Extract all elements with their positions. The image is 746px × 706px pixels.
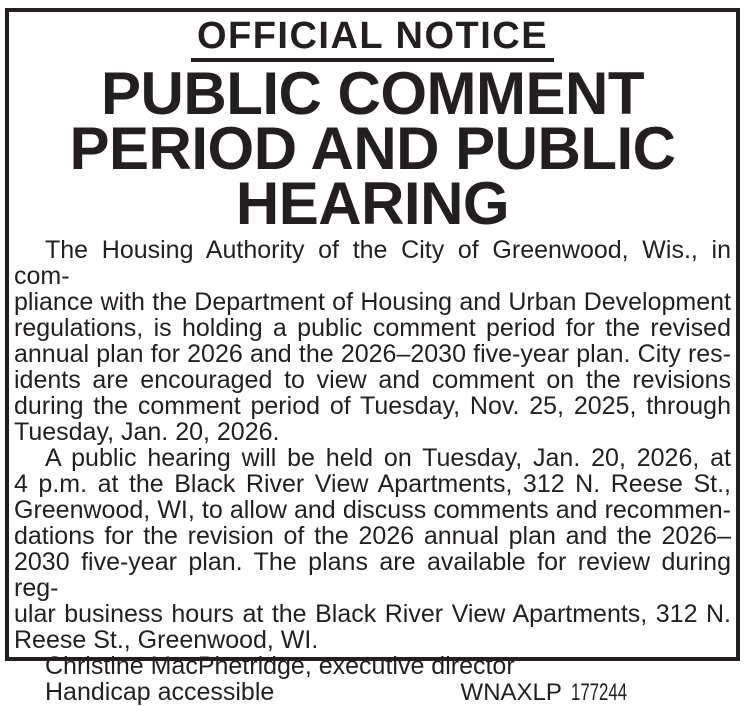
body-line: during the comment period of Tuesday, Nov. 25, 2025, through	[14, 392, 731, 420]
wnaxlp-group	[461, 680, 651, 706]
footer-row	[14, 679, 731, 706]
body-line: dations for the revision of the 2026 annual plan and the 2026–	[14, 522, 731, 550]
notice-number: 177244	[570, 679, 627, 706]
official-notice-heading: OFFICIAL NOTICE	[191, 16, 554, 62]
body-line: idents are encouraged to view and comment on the revisions	[14, 366, 731, 394]
paragraph	[14, 445, 731, 653]
body-line: pliance with the Department of Housing and Urban Development	[14, 288, 731, 316]
wnaxlp-tag: WNAXLP	[460, 679, 562, 706]
title-line: HEARING	[235, 170, 510, 237]
title-line: PERIOD AND PUBLIC	[69, 115, 676, 182]
body-line: regulations, is holding a public comment period for the revised	[14, 314, 731, 342]
body-line: Greenwood, WI, to allow and discuss comments and recommen-	[14, 496, 731, 524]
notice-title	[14, 60, 731, 237]
body-line: Tuesday, Jan. 20, 2026.	[14, 418, 280, 446]
title-line: PUBLIC COMMENT	[101, 60, 644, 127]
body-line: annual plan for 2026 and the 2026–2030 five-year plan. City res-	[14, 340, 731, 368]
notice-border-box	[5, 8, 740, 706]
body-line: The Housing Authority of the City of Greenwood, Wis., in com-	[14, 236, 731, 290]
body-line: 2030 five-year plan. The plans are available for review during reg-	[14, 548, 731, 602]
body-line: ular business hours at the Black River View Apartments, 312 N.	[14, 600, 731, 628]
paragraph	[14, 237, 731, 445]
signature-line: Christine MacPhetridge, executive director	[45, 652, 515, 680]
body-line: A public hearing will be held on Tuesday, Jan. 20, 2026, at	[45, 444, 731, 472]
handicap-accessible-text: Handicap accessible	[45, 678, 275, 706]
notice-body	[14, 237, 731, 653]
body-line: 4 p.m. at the Black River View Apartments, 312 N. Reese St.,	[14, 470, 731, 498]
notice-header	[14, 16, 731, 62]
body-line: Reese St., Greenwood, WI.	[14, 626, 319, 654]
